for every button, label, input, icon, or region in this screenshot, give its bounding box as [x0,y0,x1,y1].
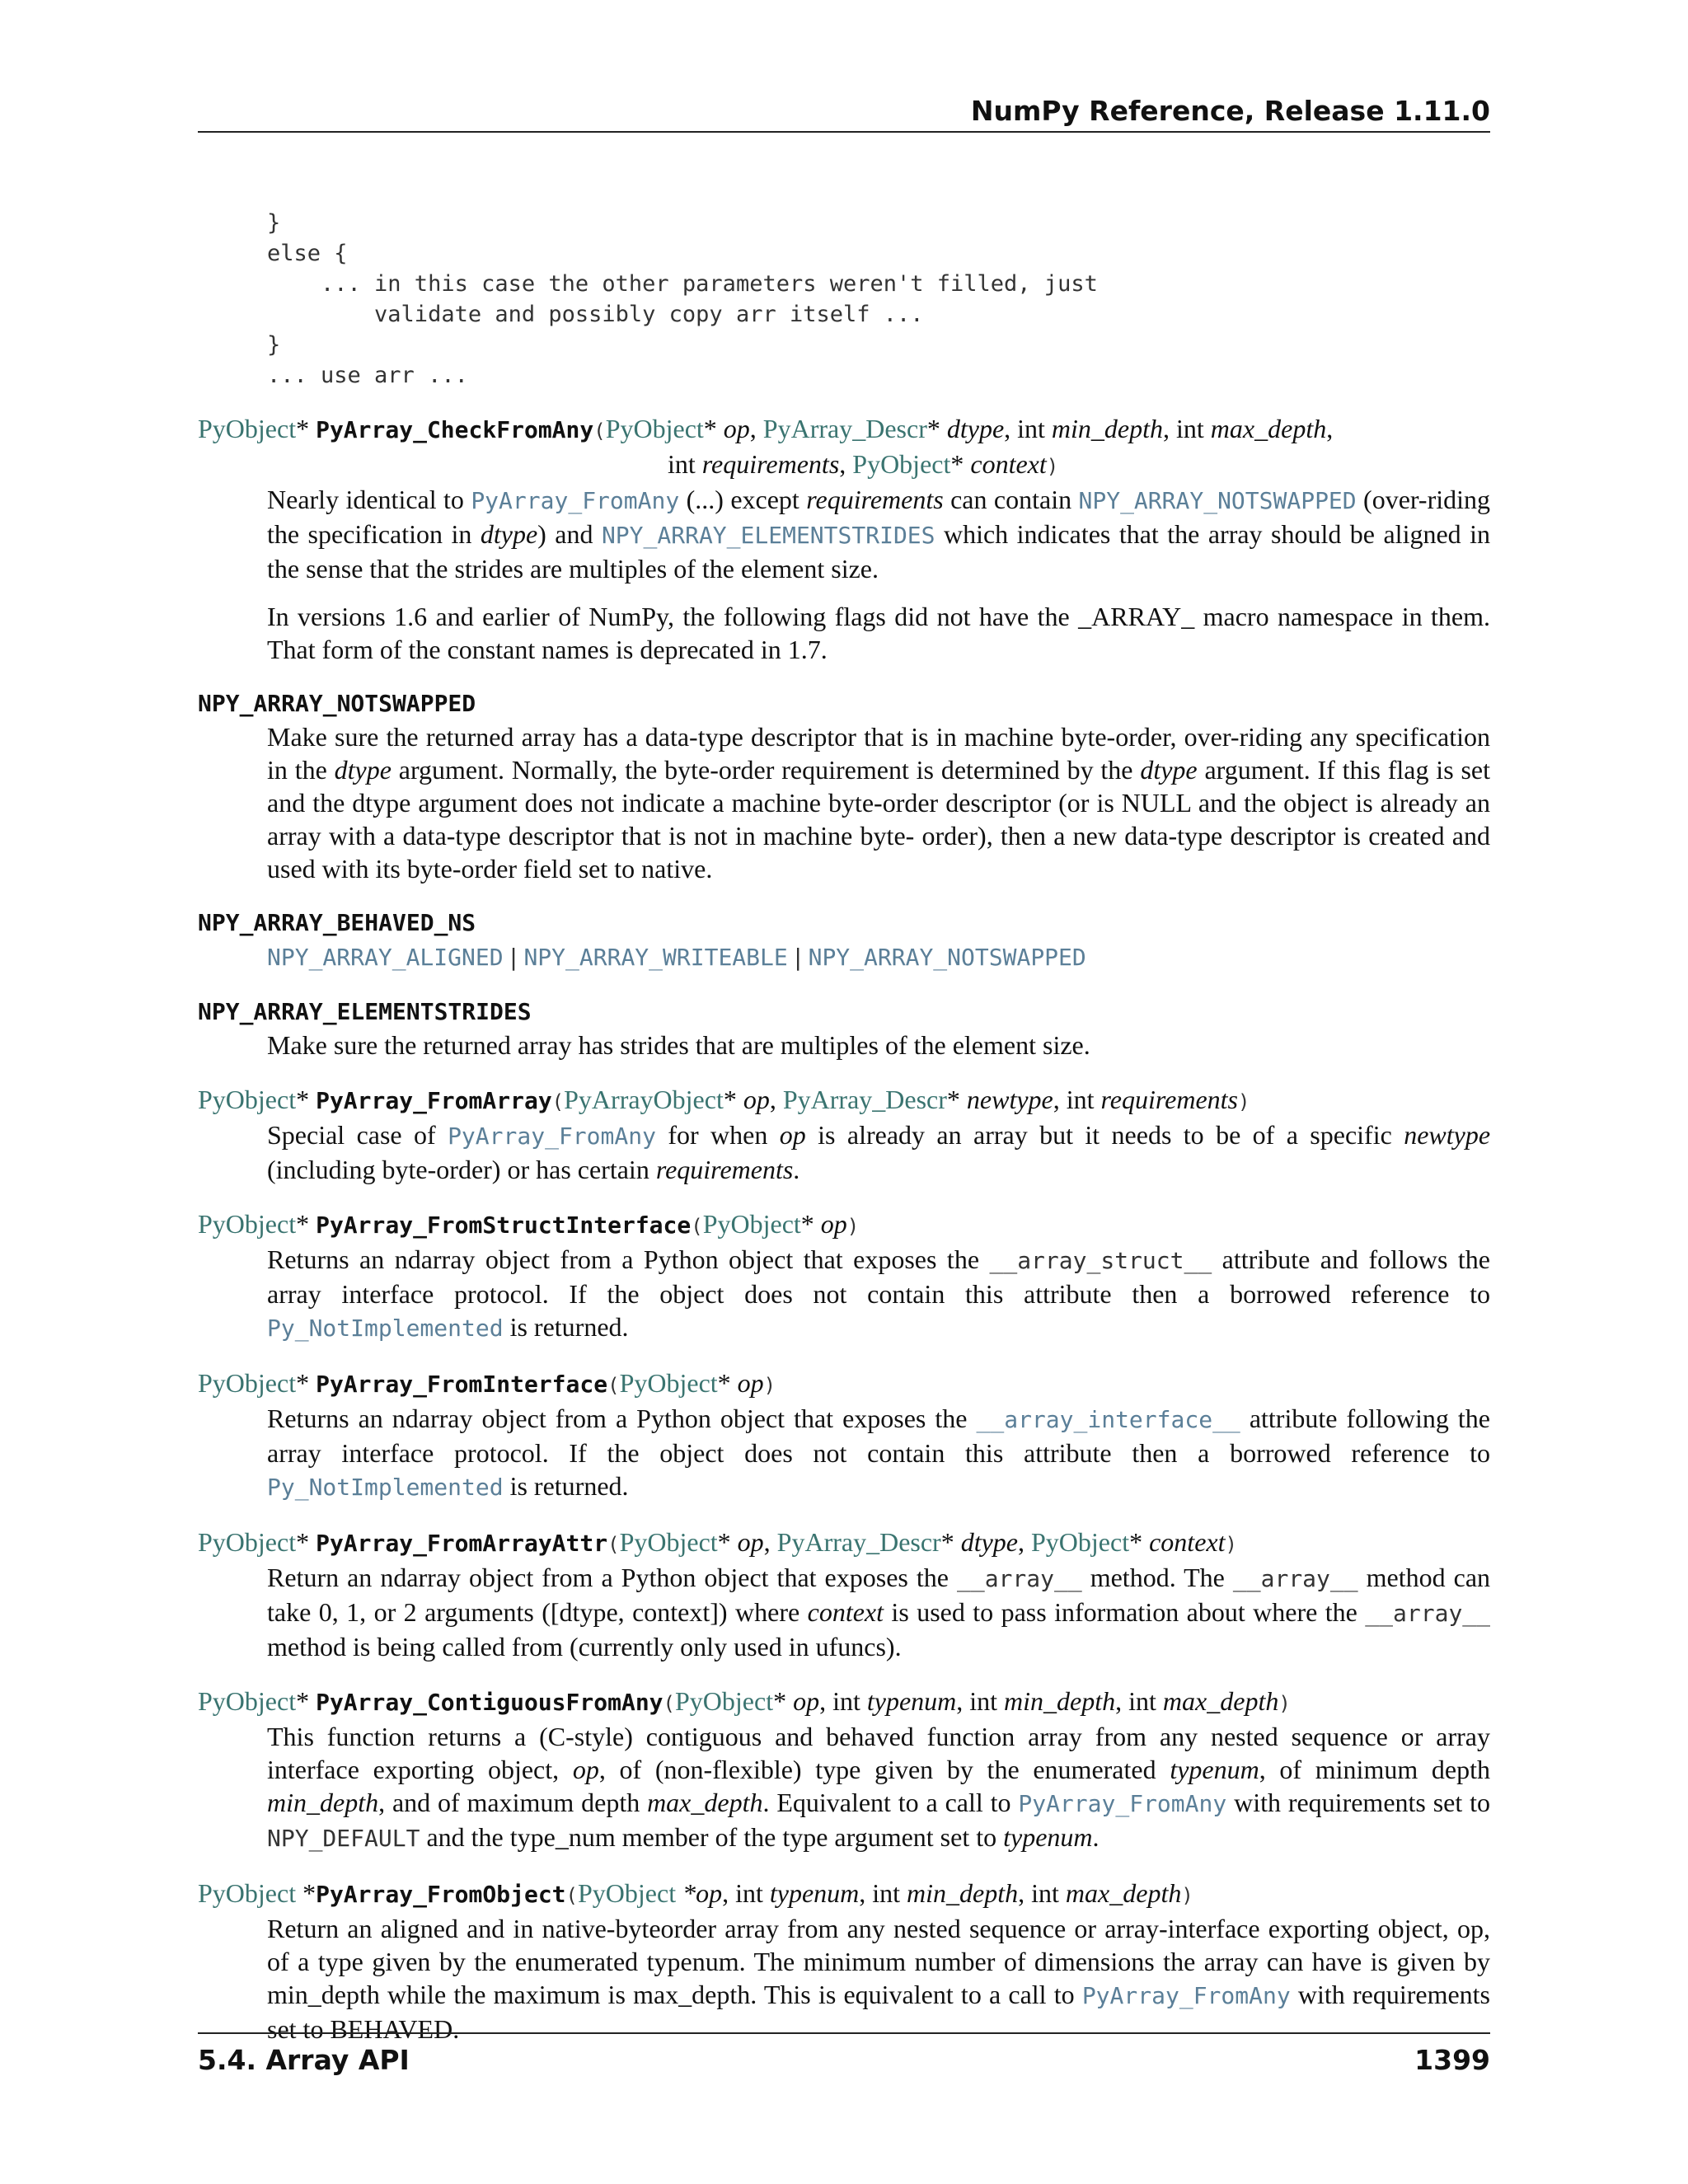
description-paragraph: In versions 1.6 and earlier of NumPy, the following flags did not have the _ARRAY_ macro namespace in them. That form of the constant names is deprecated in 1.7. [267,602,1490,664]
param-type: int [1066,1085,1095,1114]
text-run: (over-riding the specification in [267,485,1491,549]
text-run: (including byte-order) or has certain [267,1155,656,1184]
code-literal: __array__ [956,1565,1082,1592]
text-run: Return an aligned and in native-byteorder array from any nested sequence or array-interface exporting object, op, of a type given by the enumerated typenum. The minimum number of dimensions the array can have is given by min_depth while the maximum is max_depth. This is equivalent to a call to [267,1914,1490,2009]
param-name: context [1149,1527,1226,1557]
param-name: *op [682,1878,723,1908]
text-run: is returned. [503,1471,629,1501]
emphasis: max_depth [647,1788,763,1817]
code-literal: NPY_DEFAULT [267,1825,420,1852]
text-run: argument. Normally, the byte-order requirement is determined by the [391,755,1141,785]
text-run: Return an ndarray object from a Python object that exposes the [267,1563,957,1592]
emphasis: requirements [806,485,944,514]
code-line: validate and possibly copy arr itself ... [267,302,924,327]
type-link[interactable]: PyObject [198,1085,297,1114]
text-run: Nearly identical to [267,485,471,514]
text-run: attribute following the array interface protocol. If the object does not contain this attribute then a borrowed reference to [267,1404,1490,1468]
text-run: is used to pass information about where the [884,1597,1366,1627]
emphasis: dtype [334,755,392,785]
description-paragraph: Make sure the returned array has strides that are multiples of the element size. [267,1030,1090,1060]
code-link[interactable]: Py_NotImplemented [267,1315,504,1342]
text-run: method is being called from (currently only used in ufuncs). [267,1632,902,1661]
description-paragraph [267,1118,1490,1186]
code-literal: __array_struct__ [989,1247,1212,1274]
code-line: } [267,332,281,358]
param-name: context [970,449,1047,479]
param-name: max_depth [1162,1686,1279,1716]
code-line: ... use arr ... [267,363,468,388]
function-description [267,1720,1490,1855]
type-link[interactable]: PyObject [852,449,951,479]
text-run: with requirements set to [1226,1788,1491,1817]
type-link[interactable]: PyArrayObject [564,1085,724,1114]
entry-from-struct-interface [198,1207,1490,1345]
emphasis: requirements [655,1155,794,1184]
function-description [267,1402,1490,1504]
text-run: and the type_num member of the type argument set to [420,1822,1004,1852]
type-link[interactable]: PyObject [1031,1527,1130,1557]
emphasis: dtype [480,519,538,549]
text-run: attribute and follows the array interface protocol. If the object does not contain this attribute then a borrowed reference to [267,1244,1490,1309]
pointer-star: * [296,1085,310,1114]
type-link[interactable]: PyObject [605,414,704,443]
function-name: PyArray_FromInterface [316,1371,608,1398]
pointer-star: * [296,414,310,443]
param-name: dtype [960,1527,1018,1557]
page-number: 1399 [1414,2044,1490,2076]
param-name: op [743,1085,770,1114]
param-type: int [1128,1686,1156,1716]
type-link[interactable]: PyArray_Descr [762,414,927,443]
emphasis: typenum [1170,1755,1259,1784]
function-description [267,1118,1490,1186]
type-link[interactable]: PyObject [619,1527,718,1557]
description-paragraph [267,1720,1490,1855]
code-link[interactable]: NPY_ARRAY_ALIGNED [267,944,504,971]
text-run: which indicates that the array should be aligned in the sense that the strides are multiples of the element size. [267,519,1491,583]
text-run: Returns an ndarray object from a Python object that exposes the [267,1244,990,1274]
page-content [198,208,1490,2046]
param-name: op [793,1686,820,1716]
code-link[interactable]: NPY_ARRAY_ELEMENTSTRIDES [601,522,935,549]
text-run: Special case of [267,1120,448,1150]
function-name: PyArray_CheckFromAny [316,416,594,443]
code-link[interactable]: PyArray_FromAny [1018,1790,1227,1817]
text-run: , of minimum depth [1259,1755,1491,1784]
entry-from-array [198,1083,1490,1186]
entry-check-from-any [198,412,1490,666]
code-link[interactable]: PyArray_FromAny [471,487,680,514]
description-paragraph [267,1243,1490,1345]
emphasis: dtype [1140,755,1198,785]
text-run: . [793,1155,800,1184]
function-signature: PyObject* PyArray_FromInterface(PyObject* op) [198,1368,776,1398]
function-name: PyArray_FromArrayAttr [316,1530,608,1557]
param-name: newtype [966,1085,1053,1114]
param-name: op [820,1209,847,1239]
type-link[interactable]: PyObject [198,414,297,443]
text-run: . [1092,1822,1100,1852]
pointer-star: * [296,1209,310,1239]
function-signature: PyObject *PyArray_FromObject(PyObject *op, int typenum, int min_depth, int max_depth) [198,1878,1193,1908]
type-link[interactable]: PyArray_Descr [782,1085,947,1114]
param-name: requirements [1100,1085,1238,1114]
description-paragraph [267,1912,1490,2046]
type-link[interactable]: PyObject [198,1878,297,1908]
param-name: max_depth [1210,414,1327,443]
text-run: , of (non-flexible) type given by the enumerated [598,1755,1170,1784]
type-link[interactable]: PyObject [674,1686,774,1716]
param-name: op [723,414,750,443]
description-paragraph [267,720,1490,885]
param-name: min_depth [1051,414,1164,443]
flag-description [267,1029,1490,1062]
code-line: else { [267,241,348,266]
param-name: min_depth [1004,1686,1116,1716]
text-run: ) and [537,519,602,549]
function-description [267,1243,1490,1345]
separator: | [790,944,805,971]
text-run: . Equivalent to a call to [762,1788,1019,1817]
text-run: , and of maximum depth [378,1788,648,1817]
param-name: requirements [701,449,840,479]
text-run: method can take 0, 1, or 2 arguments ([dtype, context]) where [267,1563,1491,1627]
param-type: int [668,449,696,479]
emphasis: newtype [1404,1120,1491,1150]
code-link[interactable]: __array_interface__ [976,1406,1240,1433]
param-name: typenum [866,1686,957,1716]
page-header [198,95,1490,133]
entry-contiguous-from-any [198,1685,1490,1855]
type-link[interactable]: PyObject [619,1368,718,1398]
code-link[interactable]: Py_NotImplemented [267,1474,504,1501]
text-run: method. The [1081,1563,1233,1592]
description-paragraph [267,1402,1490,1504]
text-run: is returned. [503,1312,629,1342]
function-signature: PyObject* PyArray_FromArrayAttr(PyObject* op, PyArray_Descr* dtype, PyObject* context) [198,1527,1237,1557]
code-line: ... in this case the other parameters weren't filled, just [267,271,1098,297]
code-link[interactable]: PyArray_FromAny [448,1122,656,1150]
entry-elementstrides [198,996,1490,1062]
function-name: PyArray_FromObject [316,1881,566,1908]
pointer-star: * [296,1878,316,1908]
code-link[interactable]: PyArray_FromAny [1081,1982,1291,2009]
flag-name: NPY_ARRAY_ELEMENTSTRIDES [198,998,532,1025]
pointer-star: * [296,1527,310,1557]
param-type: int [1176,414,1204,443]
description-paragraph [267,940,1490,974]
entry-from-interface [198,1366,1490,1504]
flag-name: NPY_ARRAY_BEHAVED_NS [198,909,476,936]
type-link[interactable]: PyArray_Descr [776,1527,941,1557]
param-name: op [737,1527,764,1557]
text-run: for when [655,1120,780,1150]
flag-description [267,940,1490,974]
param-name: typenum [769,1878,860,1908]
param-name: max_depth [1065,1878,1182,1908]
text-run: This function returns a (C-style) contiguous and behaved function array from any nested sequence or array interface exporting object, [267,1722,1490,1784]
text-run: (...) except [679,485,807,514]
entry-from-object [198,1877,1490,2046]
param-name: op [737,1368,764,1398]
code-literal: __array__ [1365,1600,1491,1627]
param-type: int [872,1878,901,1908]
function-description [267,483,1490,666]
footer-section-title: 5.4. Array API [198,2044,410,2076]
description-paragraph [267,483,1490,585]
text-run: Make sure the returned array has a data-type descriptor that is in machine byte-order, over-riding any specification in the [267,722,1490,785]
separator: | [506,944,521,971]
pointer-star: * [296,1686,310,1716]
entry-from-array-attr [198,1526,1490,1663]
emphasis: op [779,1120,806,1150]
entry-behaved-ns [198,907,1490,974]
function-signature: PyObject* PyArray_FromStructInterface(PyObject* op) [198,1209,860,1239]
function-signature: PyObject* PyArray_FromArray(PyArrayObject* op, PyArray_Descr* newtype, int requirements) [198,1085,1250,1114]
pointer-star: * [296,1368,310,1398]
function-description [267,1561,1490,1663]
code-link[interactable]: NPY_ARRAY_WRITEABLE [523,944,788,971]
param-type: int [1031,1878,1059,1908]
text-run: argument. If this flag is set and the dtype argument does not indicate a machine byte-order descriptor (or is NULL and the object is already an array with a data-type descriptor that is not in machine byte- order), then a new data-type descriptor is created and used with its byte-order field set to native. [267,755,1491,883]
code-literal: __array__ [1232,1565,1358,1592]
function-signature: PyObject* PyArray_CheckFromAny(PyObject* op, PyArray_Descr* dtype, int min_depth, int max_depth, int requirements, PyObject* context) [198,414,1334,479]
function-name: PyArray_FromStructInterface [316,1212,692,1239]
function-name: PyArray_ContiguousFromAny [316,1689,663,1716]
description-paragraph [267,1561,1490,1663]
param-name: dtype [946,414,1005,443]
param-type: int [735,1878,763,1908]
page-footer [198,2032,1490,2076]
function-description [267,1912,1490,2046]
text-run: Returns an ndarray object from a Python object that exposes the [267,1404,977,1433]
type-link[interactable]: PyObject [198,1209,297,1239]
param-type: int [969,1686,998,1716]
text-run: is already an array but it needs to be of a specific [805,1120,1404,1150]
param-type: int [1017,414,1045,443]
type-link[interactable]: PyObject [577,1878,677,1908]
param-type: int [832,1686,860,1716]
emphasis: context [807,1597,884,1627]
code-link[interactable]: NPY_ARRAY_NOTSWAPPED [808,944,1086,971]
type-link[interactable]: PyObject [198,1686,297,1716]
flag-description [267,720,1490,885]
type-link[interactable]: PyObject [198,1527,297,1557]
flag-name: NPY_ARRAY_NOTSWAPPED [198,690,476,717]
text-run: can contain [943,485,1079,514]
text-run: with requirements set to BEHAVED. [267,1980,1491,2044]
function-name: PyArray_FromArray [316,1087,552,1114]
entry-notswapped [198,687,1490,885]
type-link[interactable]: PyObject [198,1368,297,1398]
function-signature: PyObject* PyArray_ContiguousFromAny(PyObject* op, int typenum, int min_depth, int max_depth) [198,1686,1291,1716]
emphasis: min_depth [267,1788,379,1817]
code-block [267,208,1490,391]
code-line: } [267,210,281,236]
emphasis: typenum [1003,1822,1093,1852]
emphasis: op [572,1755,599,1784]
param-name: min_depth [907,1878,1019,1908]
header-title: NumPy Reference, Release 1.11.0 [970,95,1490,127]
code-link[interactable]: NPY_ARRAY_NOTSWAPPED [1078,487,1357,514]
type-link[interactable]: PyObject [702,1209,801,1239]
